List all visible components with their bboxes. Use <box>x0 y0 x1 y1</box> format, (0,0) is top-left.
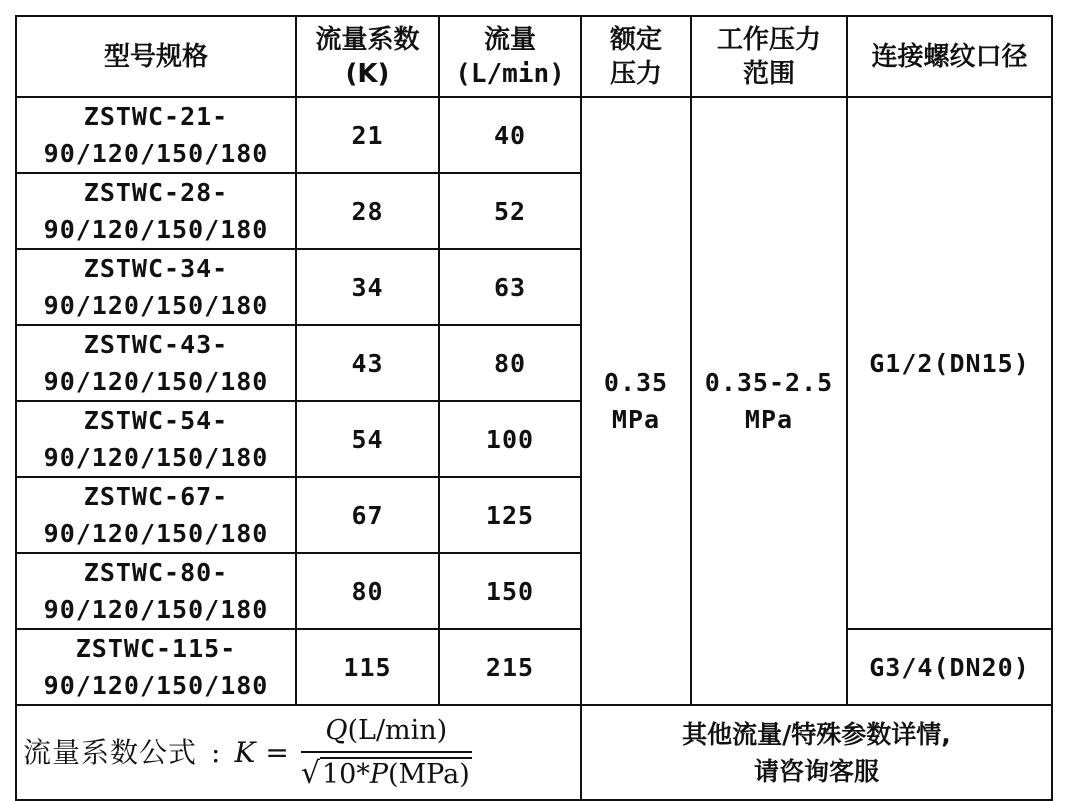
header-thread: 连接螺纹口径 <box>847 16 1052 97</box>
model-cell: ZSTWC-34- 90/120/150/180 <box>16 249 296 325</box>
sqrt-icon: √ <box>300 756 320 791</box>
table-row <box>16 629 1052 705</box>
k-cell: 34 <box>296 249 439 325</box>
k-cell: 21 <box>296 97 439 173</box>
header-model: 型号规格 <box>16 16 296 97</box>
k-cell: 80 <box>296 553 439 629</box>
flow-cell: 80 <box>439 325 581 401</box>
flow-cell: 150 <box>439 553 581 629</box>
model-cell: ZSTWC-80- 90/120/150/180 <box>16 553 296 629</box>
radicand <box>320 757 472 790</box>
formula-equals: = <box>265 736 289 769</box>
formula-k: K <box>234 736 256 769</box>
formula-cell <box>16 705 581 800</box>
k-cell: 54 <box>296 401 439 477</box>
working-pressure-cell: 0.35-2.5 MPa <box>691 97 847 705</box>
thread-cell-a: G1/2(DN15) <box>847 97 1052 629</box>
flow-cell: 215 <box>439 629 581 705</box>
rated-pressure-cell: 0.35 MPa <box>581 97 691 705</box>
header-working-pressure: 工作压力 范围 <box>691 16 847 97</box>
formula-colon: : <box>211 736 221 769</box>
formula-p-unit: (MPa) <box>388 759 470 790</box>
contact-note-line2: 请咨询客服 <box>753 756 879 786</box>
flow-cell: 63 <box>439 249 581 325</box>
spec-table <box>15 15 1053 801</box>
formula-fraction <box>301 712 472 793</box>
header-flow: 流量 (L/min) <box>439 16 581 97</box>
flow-cell: 52 <box>439 173 581 249</box>
formula-numerator <box>317 712 455 751</box>
model-cell: ZSTWC-28- 90/120/150/180 <box>16 173 296 249</box>
flow-cell: 125 <box>439 477 581 553</box>
formula-q-unit: (L/min) <box>347 715 448 746</box>
contact-note-cell <box>581 705 1052 800</box>
flow-cell: 40 <box>439 97 581 173</box>
header-rated-pressure: 额定 压力 <box>581 16 691 97</box>
flow-coefficient-formula <box>23 712 580 793</box>
k-cell: 115 <box>296 629 439 705</box>
k-cell: 67 <box>296 477 439 553</box>
header-coefficient: 流量系数 (K) <box>296 16 439 97</box>
model-cell: ZSTWC-67- 90/120/150/180 <box>16 477 296 553</box>
table-row <box>16 97 1052 173</box>
k-cell: 43 <box>296 325 439 401</box>
model-cell: ZSTWC-115- 90/120/150/180 <box>16 629 296 705</box>
header-row <box>16 16 1052 97</box>
model-cell: ZSTWC-43- 90/120/150/180 <box>16 325 296 401</box>
model-cell: ZSTWC-54- 90/120/150/180 <box>16 401 296 477</box>
thread-cell-b: G3/4(DN20) <box>847 629 1052 705</box>
formula-denominator <box>301 753 472 793</box>
formula-p: P <box>369 759 388 790</box>
model-cell: ZSTWC-21- 90/120/150/180 <box>16 97 296 173</box>
contact-note-line1: 其他流量/特殊参数详情, <box>682 719 951 749</box>
formula-q: Q <box>325 715 348 746</box>
k-cell: 28 <box>296 173 439 249</box>
formula-den-const: 10* <box>321 759 370 790</box>
footer-row <box>16 705 1052 800</box>
formula-label: 流量系数公式 <box>23 736 198 769</box>
flow-cell: 100 <box>439 401 581 477</box>
